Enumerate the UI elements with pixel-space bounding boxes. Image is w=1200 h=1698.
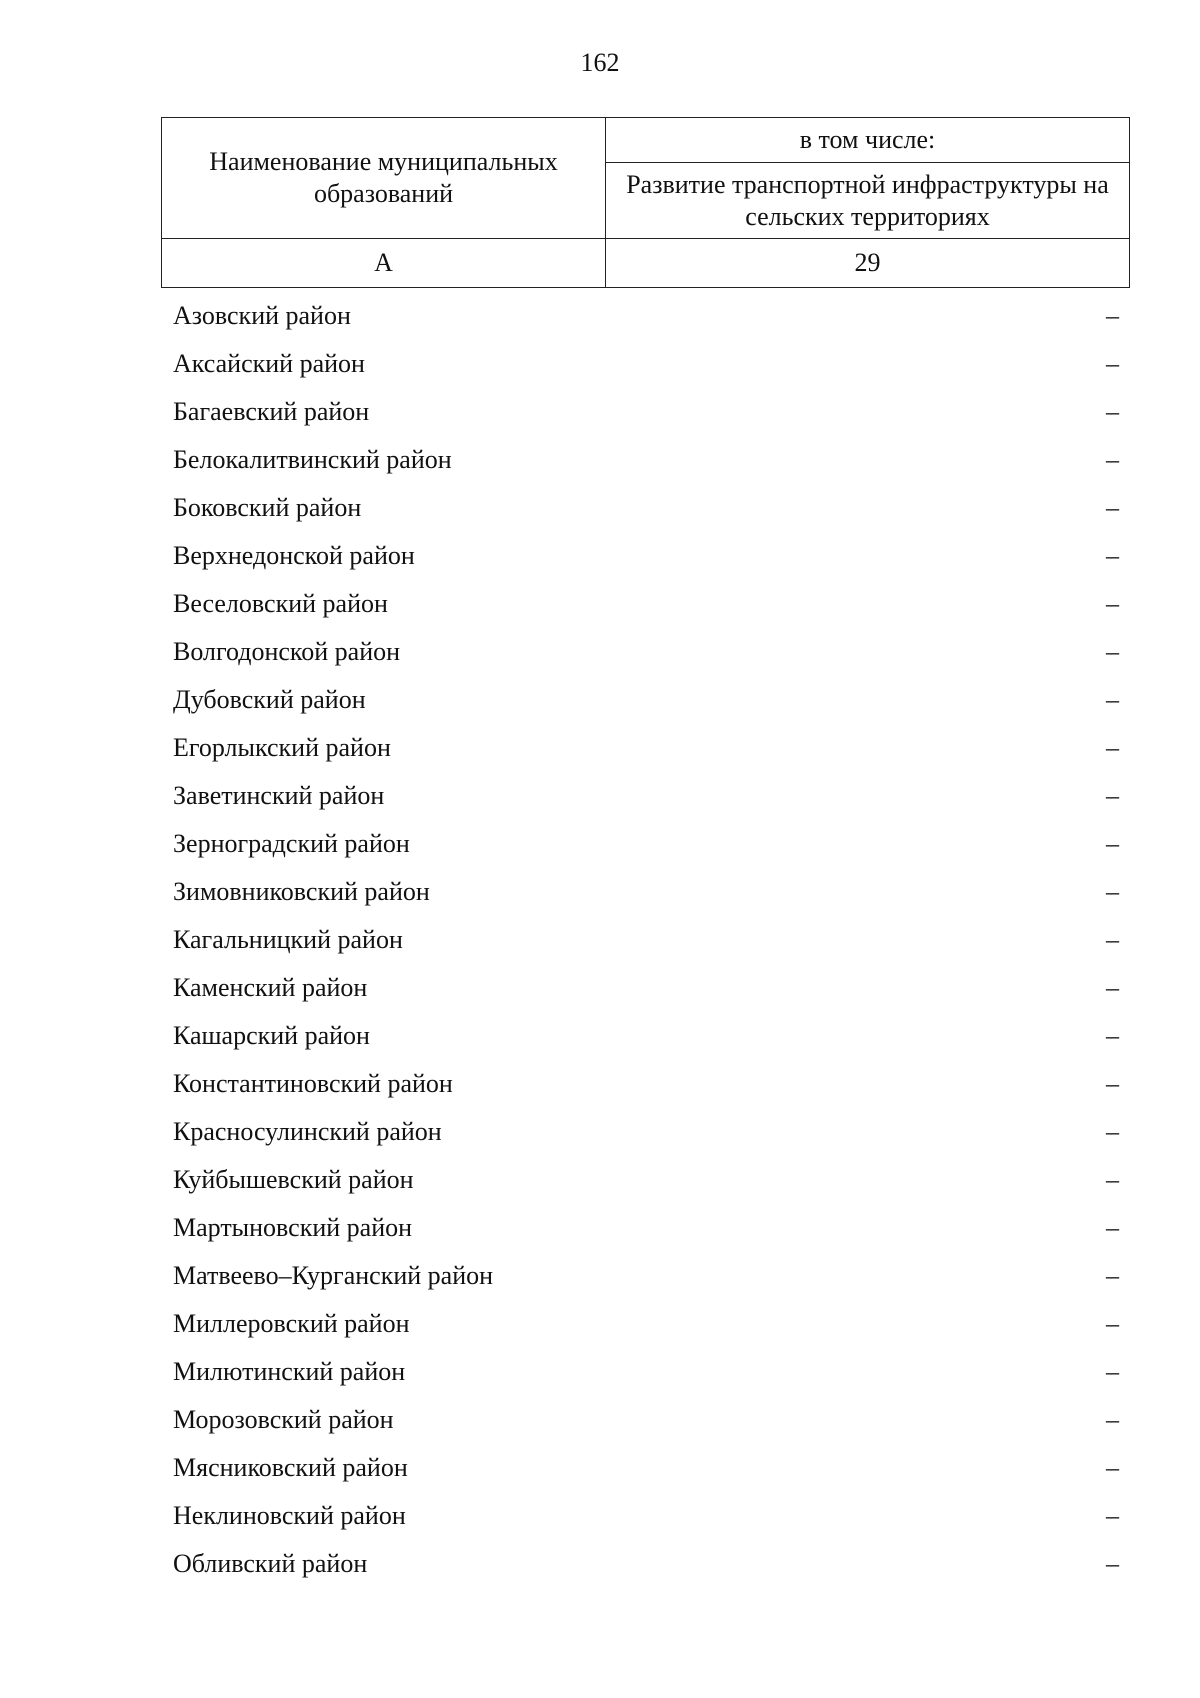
district-value: – (1106, 1405, 1119, 1434)
district-value: – (1106, 445, 1119, 474)
header-row-group (162, 118, 1130, 163)
district-name: Верхнедонской район (173, 541, 415, 570)
district-value: – (1106, 733, 1119, 762)
district-name: Аксайский район (173, 349, 365, 378)
table-row (161, 532, 1130, 580)
table-row (161, 484, 1130, 532)
district-value: – (1106, 1021, 1119, 1050)
district-value: – (1106, 301, 1119, 330)
district-value: – (1106, 1309, 1119, 1338)
district-value: – (1106, 397, 1119, 426)
table-row (161, 964, 1130, 1012)
district-name: Волгодонской район (173, 637, 401, 666)
table-row (161, 868, 1130, 916)
district-name: Мясниковский район (173, 1453, 408, 1482)
district-value: – (1106, 1453, 1119, 1482)
district-name: Куйбышевский район (173, 1165, 414, 1194)
district-name: Боковский район (173, 493, 362, 522)
district-value: – (1106, 1357, 1119, 1386)
district-value: – (1106, 1165, 1119, 1194)
table-row (161, 1156, 1130, 1204)
district-name: Обливский район (173, 1549, 368, 1578)
district-value: – (1106, 877, 1119, 906)
district-name: Мартыновский район (173, 1213, 413, 1242)
district-name: Красносулинский район (173, 1117, 442, 1146)
table-row (161, 340, 1130, 388)
header-value-column: Развитие транспортной инфраструктуры на сельских территориях (606, 163, 1130, 239)
table-row (161, 772, 1130, 820)
district-value: – (1106, 829, 1119, 858)
district-value: – (1106, 1549, 1119, 1578)
district-name: Зерноградский район (173, 829, 410, 858)
table-row (161, 1060, 1130, 1108)
district-name: Веселовский район (173, 589, 388, 618)
table-row (161, 916, 1130, 964)
district-name: Морозовский район (173, 1405, 394, 1434)
district-name: Кашарский район (173, 1021, 370, 1050)
district-name: Багаевский район (173, 397, 370, 426)
table-row (161, 1492, 1130, 1540)
table-row (161, 388, 1130, 436)
district-name: Каменский район (173, 973, 368, 1002)
district-name: Миллеровский район (173, 1309, 410, 1338)
table-row (161, 676, 1130, 724)
table-row (161, 1300, 1130, 1348)
table-row (161, 820, 1130, 868)
district-value: – (1106, 685, 1119, 714)
district-name: Матвеево–Курганский район (173, 1261, 494, 1290)
table-row (161, 1252, 1130, 1300)
district-name: Милютинский район (173, 1357, 406, 1386)
index-value-column: 29 (606, 239, 1130, 288)
district-value: – (1106, 1069, 1119, 1098)
table-row (161, 1108, 1130, 1156)
header-group-label: в том числе: (606, 118, 1130, 163)
district-name: Зимовниковский район (173, 877, 430, 906)
district-name: Константиновский район (173, 1069, 453, 1098)
district-value: – (1106, 1117, 1119, 1146)
table-body (161, 292, 1130, 1588)
table-row (161, 292, 1130, 340)
district-value: – (1106, 637, 1119, 666)
district-name: Неклиновский район (173, 1501, 406, 1530)
header-index-row (162, 239, 1130, 288)
index-name-column: А (162, 239, 606, 288)
table-row (161, 1348, 1130, 1396)
district-name: Кагальницкий район (173, 925, 403, 954)
district-value: – (1106, 1261, 1119, 1290)
district-name: Егорлыкский район (173, 733, 391, 762)
table-row (161, 1396, 1130, 1444)
page-number: 162 (580, 48, 620, 77)
table-row (161, 436, 1130, 484)
district-value: – (1106, 973, 1119, 1002)
district-name: Азовский район (173, 301, 351, 330)
district-value: – (1106, 541, 1119, 570)
district-value: – (1106, 589, 1119, 618)
table-row (161, 628, 1130, 676)
district-value: – (1106, 349, 1119, 378)
table-row (161, 724, 1130, 772)
district-name: Дубовский район (173, 685, 366, 714)
district-name: Белокалитвинский район (173, 445, 452, 474)
district-value: – (1106, 1213, 1119, 1242)
table-row (161, 1204, 1130, 1252)
header-name-column: Наименование муниципальных образований (162, 118, 606, 239)
district-value: – (1106, 493, 1119, 522)
table-row (161, 580, 1130, 628)
district-value: – (1106, 781, 1119, 810)
district-name: Заветинский район (173, 781, 385, 810)
district-value: – (1106, 925, 1119, 954)
table-header (161, 117, 1130, 288)
table-row (161, 1444, 1130, 1492)
table-row (161, 1540, 1130, 1588)
table-row (161, 1012, 1130, 1060)
district-value: – (1106, 1501, 1119, 1530)
